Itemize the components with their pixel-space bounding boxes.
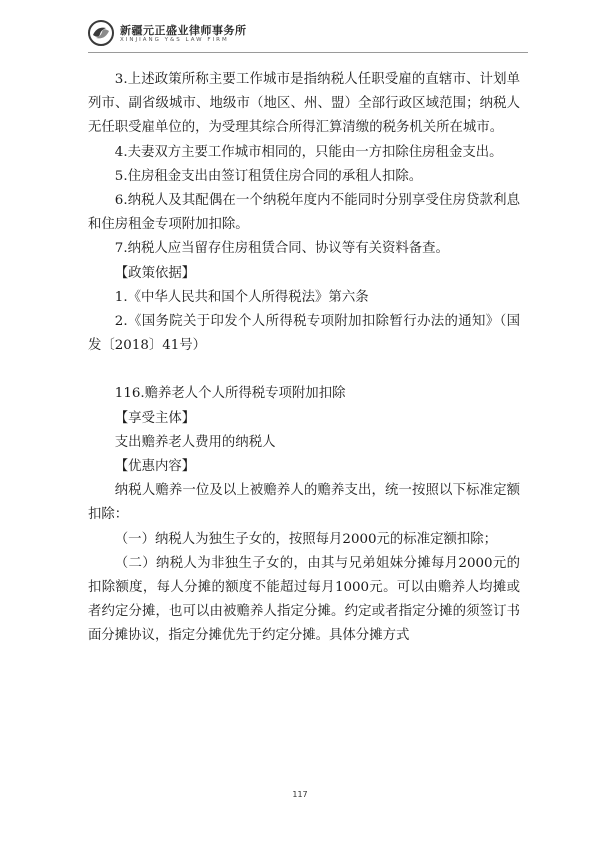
blank-line (88, 358, 520, 382)
paragraph: 纳税人赡养一位及以上被赡养人的赡养支出，统一按照以下标准定额扣除： (88, 483, 520, 523)
firm-name-cn: 新疆元正盛业律师事务所 (120, 24, 247, 37)
paragraph: 4.夫妻双方主要工作城市相同的，只能由一方扣除住房租金支出。 (114, 144, 503, 160)
paragraph: 7.纳税人应当留存住房租赁合同、协议等有关资料备查。 (114, 241, 449, 257)
paragraph: 1.《中华人民共和国个人所得税法》第六条 (114, 289, 369, 305)
paragraph: 5.住房租金支出由签订租赁住房合同的承租人扣除。 (114, 168, 423, 184)
firm-name-en: XINJIANG Y&S LAW FIRM (120, 37, 229, 43)
paragraph: 【优惠内容】 (114, 459, 196, 475)
firm-logo-icon (88, 20, 114, 46)
page-number: 117 (292, 790, 308, 799)
page-header (88, 18, 528, 53)
paragraph: 116.赡养老人个人所得税专项附加扣除 (114, 386, 346, 402)
paragraph: 【享受主体】 (114, 410, 196, 426)
paragraph: （一）纳税人为独生子女的，按照每月2000元的标准定额扣除； (114, 531, 498, 547)
document-body (88, 68, 520, 649)
paragraph: 支出赡养老人费用的纳税人 (114, 434, 276, 450)
paragraph: 6.纳税人及其配偶在一个纳税年度内不能同时分别享受住房贷款利息和住房租金专项附加扣除。 (88, 193, 520, 233)
paragraph: 【政策依据】 (114, 265, 196, 281)
paragraph: 3.上述政策所称主要工作城市是指纳税人任职受雇的直辖市、计划单列市、副省级城市、地级市（地区、州、盟）全部行政区域范围；纳税人无任职受雇单位的，为受理其综合所得汇算清缴的税务机关所在城市。 (88, 72, 520, 136)
paragraph: 2.《国务院关于印发个人所得税专项附加扣除暂行办法的通知》（国发〔2018〕41号） (88, 314, 520, 354)
paragraph: （二）纳税人为非独生子女的，由其与兄弟姐妹分摊每月2000元的扣除额度，每人分摊的额度不能超过每月1000元。可以由赡养人均摊或者约定分摊，也可以由被赡养人指定分摊。约定或者指定分摊的须签订书面分摊协议，指定分摊优先于约定分摊。具体分摊方式 (88, 555, 520, 644)
